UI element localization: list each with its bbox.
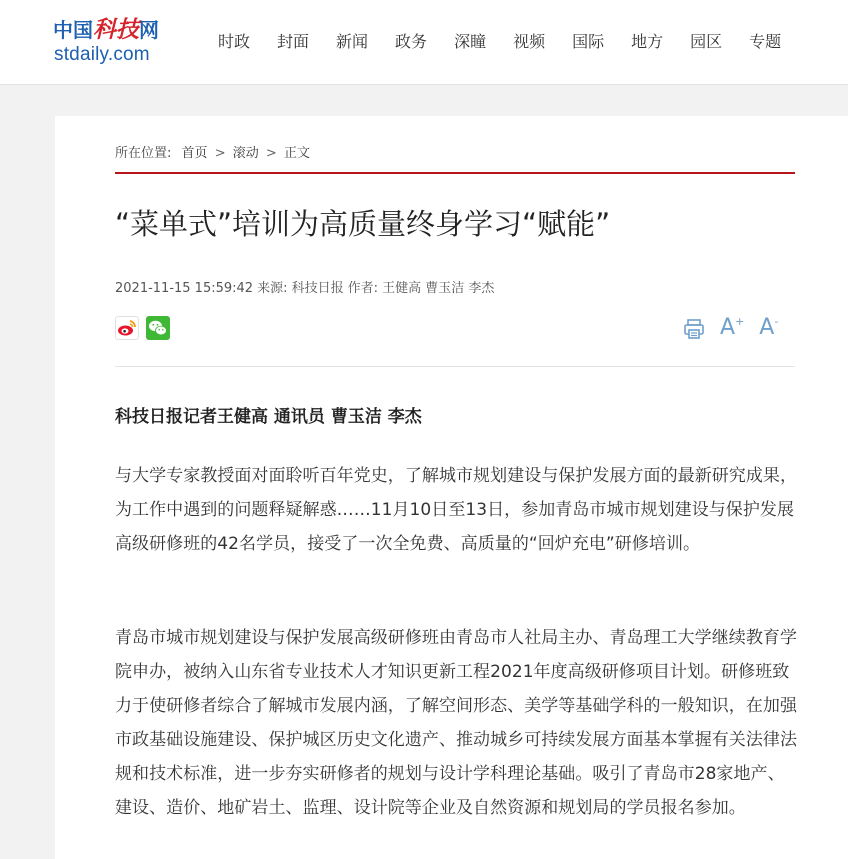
share-wechat-button[interactable] [146, 316, 170, 340]
article-author: 作者: 王健高 曹玉洁 李杰 [347, 281, 495, 296]
breadcrumb-separator: > [265, 146, 277, 161]
nav-item-yuanqu[interactable]: 园区 [690, 32, 723, 51]
nav-item-shentong[interactable]: 深瞳 [454, 32, 487, 51]
nav-item-fengmian[interactable]: 封面 [277, 32, 310, 51]
logo-cn-part1: 中国 [53, 18, 93, 42]
nav-item-zhuanti[interactable]: 专题 [749, 32, 782, 51]
main-nav [218, 30, 808, 54]
share-bar [115, 316, 177, 340]
nav-item-shipin[interactable]: 视频 [513, 32, 546, 51]
font-decrease-mark: - [774, 315, 779, 328]
font-decrease-label: A [759, 315, 775, 340]
nav-item-shizheng[interactable]: 时政 [218, 32, 251, 51]
logo-cn-part2: 科技 [93, 16, 139, 43]
title-divider [115, 172, 795, 174]
article-byline: 科技日报记者王健高 通讯员 曹玉洁 李杰 [115, 407, 422, 427]
article-meta [115, 280, 498, 298]
weibo-icon [116, 317, 138, 339]
logo-english: stdaily.com [54, 44, 150, 65]
article-tools [683, 310, 793, 340]
share-weibo-button[interactable] [115, 316, 139, 340]
breadcrumb-current: 正文 [283, 146, 310, 161]
article-paragraph: 青岛市城市规划建设与保护发展高级研修班由青岛市人社局主办、青岛理工大学继续教育学院申办，被纳入山东省专业技术人才知识更新工程2021年度高级研修项目计划。研修班致力于使研修者综合了解城市发展内涵，了解空间形态、美学等基础学科的一般知识，在加强市政基础设施建设、保护城区历史文化遗产、推动城乡可持续发展方面基本掌握有关法律法规和技术标准，进一步夯实研修者的规划与设计学科理论基础。吸引了青岛市28家地产、建设、造价、地矿岩土、监理、设计院等企业及自然资源和规划局的学员报名参加。 [115, 628, 797, 818]
nav-item-difang[interactable]: 地方 [631, 32, 664, 51]
breadcrumb-home[interactable]: 首页 [181, 146, 208, 161]
print-icon [683, 318, 705, 340]
article-card [55, 116, 848, 859]
nav-item-guoji[interactable]: 国际 [572, 32, 605, 51]
meta-divider [115, 366, 795, 367]
print-button[interactable] [683, 318, 705, 340]
article-paragraph: 与大学专家教授面对面聆听百年党史，了解城市规划建设与保护发展方面的最新研究成果，为工作中遇到的问题释疑解惑……11月10日至13日，参加青岛市城市规划建设与保护发展高级研修班的42名学员，接受了一次全免费、高质量的“回炉充电”研修培训。 [115, 466, 797, 554]
breadcrumb-scroll[interactable]: 滚动 [232, 146, 259, 161]
logo-cn-part3: 网 [139, 18, 159, 42]
article-title: “菜单式”培训为高质量终身学习“赋能” [115, 207, 611, 241]
font-increase-button[interactable] [720, 316, 744, 340]
font-increase-mark: + [735, 315, 745, 328]
article-source: 来源: 科技日报 [257, 281, 344, 296]
site-header [0, 0, 848, 85]
font-decrease-button[interactable] [759, 316, 778, 340]
site-logo[interactable] [53, 14, 178, 70]
wechat-icon [146, 316, 170, 340]
breadcrumb-separator: > [214, 146, 226, 161]
logo-chinese [53, 18, 159, 42]
breadcrumb [115, 145, 310, 163]
font-increase-label: A [720, 315, 736, 340]
nav-item-xinwen[interactable]: 新闻 [336, 32, 369, 51]
nav-item-zhengwu[interactable]: 政务 [395, 32, 428, 51]
article-datetime: 2021-11-15 15:59:42 [115, 281, 254, 296]
breadcrumb-label: 所在位置: [115, 146, 172, 161]
